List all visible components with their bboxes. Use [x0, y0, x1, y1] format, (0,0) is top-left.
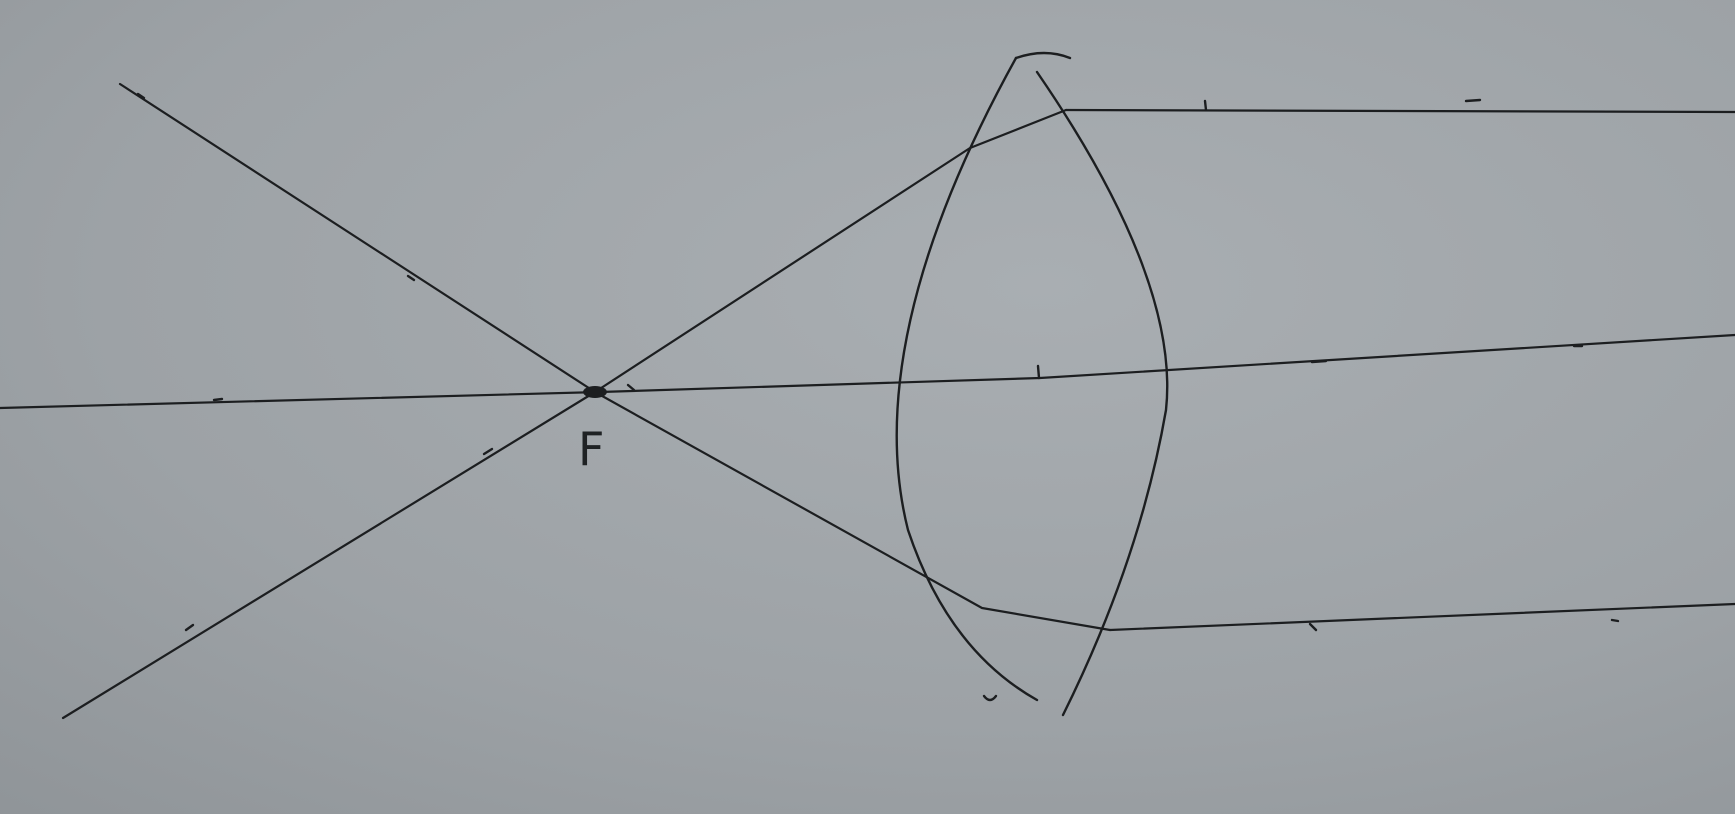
ray-mark: [1205, 101, 1206, 110]
ray-mark: [1612, 620, 1618, 621]
axis-mark: [1312, 361, 1326, 362]
axis-mark: [1038, 366, 1039, 378]
axis-mark: [214, 399, 222, 400]
ray-mark: [1466, 100, 1480, 101]
focal-point-label: F: [578, 422, 605, 476]
focal-point-dot: [583, 386, 607, 398]
